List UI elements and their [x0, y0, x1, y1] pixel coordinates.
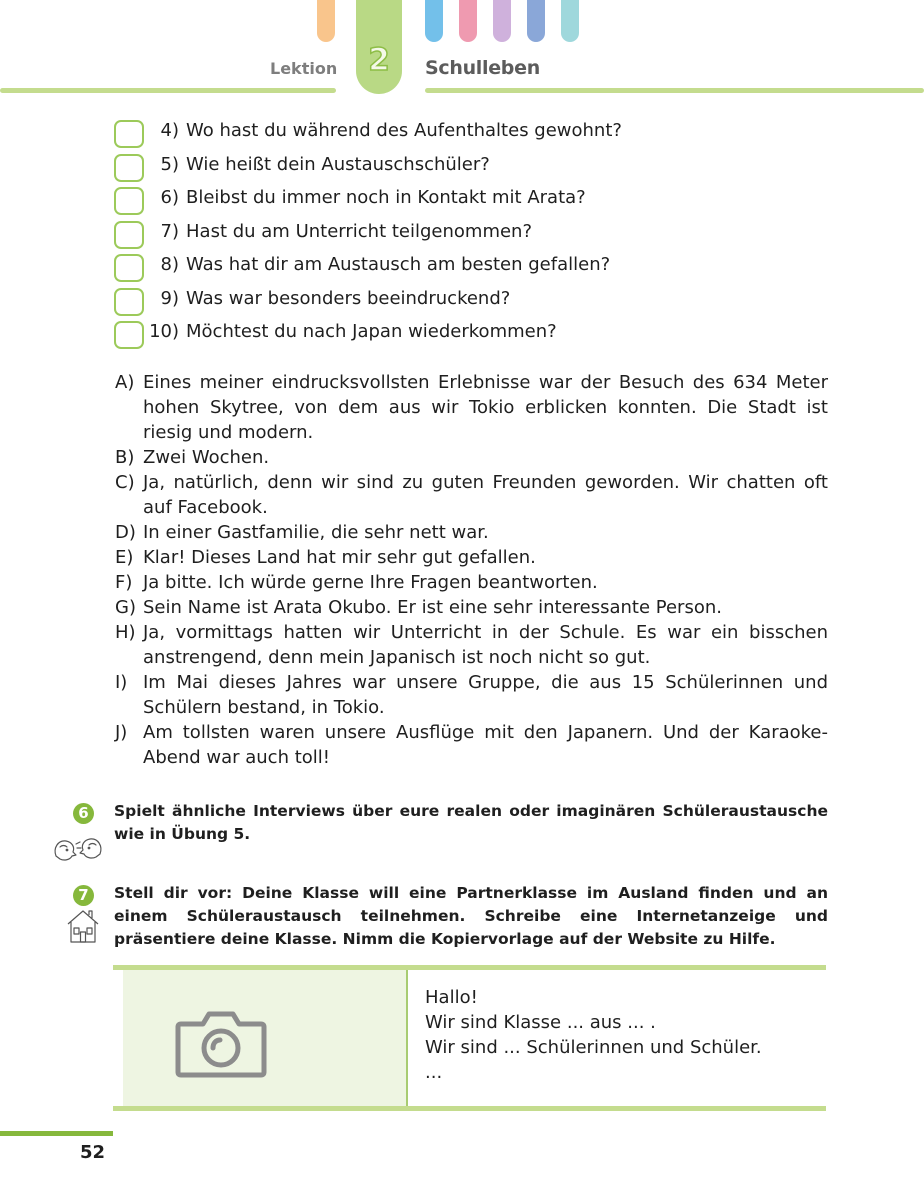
answer-item: [115, 445, 828, 470]
answer-letter: G): [115, 597, 136, 618]
question-list: [113, 116, 833, 351]
lesson-number: 2: [368, 42, 390, 78]
question-number: 7): [160, 220, 179, 242]
answer-letter: E): [115, 547, 134, 568]
question-text: Wie heißt dein Austauschschüler?: [186, 153, 490, 175]
page-number: 52: [80, 1142, 106, 1163]
house-icon: [66, 908, 100, 944]
answer-letter: I): [115, 672, 128, 693]
answer-text: Eines meiner eindrucksvollsten Erlebnisse war der Besuch des 634 Meter hohen Skytree, von dem aus wir Tokio erblicken konnten. Die Stadt ist riesig und modern.: [143, 372, 828, 443]
template-line: Wir sind ... Schülerinnen und Schüler.: [425, 1037, 762, 1058]
answer-text: Ja, vormittags hatten wir Unterricht in der Schule. Es war ein bisschen anstrengend, denn mein Japanisch ist noch nicht so gut.: [143, 622, 828, 668]
answer-letter: H): [115, 622, 136, 643]
footer-rule: [0, 1131, 113, 1136]
answer-letter: A): [115, 372, 135, 393]
photo-placeholder: [123, 970, 406, 1106]
template-rule-bottom: [113, 1106, 826, 1111]
exercise-6-number: 6: [73, 803, 94, 824]
question-number: 6): [160, 187, 179, 208]
question-text: Was war besonders beeindruckend?: [186, 287, 511, 309]
header-tab-teal: [561, 0, 579, 42]
answer-letter: D): [115, 522, 136, 543]
lesson-number-tab: [356, 0, 402, 94]
answer-checkbox[interactable]: [114, 321, 144, 349]
answer-checkbox[interactable]: [114, 120, 144, 148]
answer-text: Im Mai dieses Jahres war unsere Gruppe, die aus 15 Schülerinnen und Schülern bestand, in Tokio.: [143, 672, 828, 718]
question-text: Bleibst du immer noch in Kontakt mit Arata?: [186, 187, 586, 208]
question-number: 10): [149, 321, 179, 342]
exercise-6-instruction: Spielt ähnliche Interviews über eure realen oder imaginären Schüleraustausche wie in Übung 5.: [114, 802, 828, 843]
answer-checkbox[interactable]: [114, 254, 144, 282]
answer-item: [115, 520, 828, 545]
question-item: [113, 116, 833, 150]
question-number: 4): [160, 120, 179, 141]
exercise-7-number: 7: [73, 885, 94, 906]
answer-item: [115, 670, 828, 720]
two-speaking-heads-icon: [52, 834, 104, 864]
page-header: [0, 0, 924, 100]
answer-item: [115, 570, 828, 595]
answer-letter: C): [115, 472, 135, 493]
header-tab-pink: [459, 0, 477, 42]
question-item: [113, 250, 833, 284]
answer-item: [115, 470, 828, 520]
answer-checkbox[interactable]: [114, 288, 144, 316]
answer-list: [115, 370, 828, 770]
answer-checkbox[interactable]: [114, 187, 144, 215]
answer-item: [115, 370, 828, 445]
template-text: [425, 985, 762, 1085]
question-item: [113, 317, 833, 351]
answer-letter: F): [115, 572, 133, 593]
answer-text: Ja bitte. Ich würde gerne Ihre Fragen beantworten.: [143, 572, 598, 593]
header-tab-indigo: [527, 0, 545, 42]
question-number: 5): [160, 153, 179, 175]
answer-checkbox[interactable]: [114, 154, 144, 182]
answer-text: Ja, natürlich, denn wir sind zu guten Freunden geworden. Wir chatten oft auf Facebook.: [143, 472, 828, 518]
answer-text: Sein Name ist Arata Okubo. Er ist eine sehr interessante Person.: [143, 597, 722, 618]
header-tab-blue: [425, 0, 443, 42]
exercise-7-instruction: Stell dir vor: Deine Klasse will eine Partnerklasse im Ausland finden und an einem Schüleraustausch teilnehmen. Schreibe eine Internetanzeige und präsentiere deine Klasse. Nimm die Kopiervorlage auf der Website zu Hilfe.: [114, 884, 828, 948]
header-rule-left: [0, 88, 336, 93]
template-divider: [406, 970, 408, 1106]
answer-letter: B): [115, 447, 135, 468]
answer-item: [115, 545, 828, 570]
answer-text: Am tollsten waren unsere Ausflüge mit den Japanern. Und der Karaoke-Abend war auch toll!: [143, 722, 828, 768]
question-text: Hast du am Unterricht teilgenommen?: [186, 220, 533, 242]
answer-item: [115, 720, 828, 770]
chapter-title: Schulleben: [425, 57, 540, 79]
question-item: [113, 183, 833, 217]
answer-text: In einer Gastfamilie, die sehr nett war.: [143, 522, 489, 543]
answer-checkbox[interactable]: [114, 221, 144, 249]
question-item: [113, 284, 833, 318]
question-text: Möchtest du nach Japan wiederkommen?: [186, 321, 557, 342]
ad-template-box: [113, 965, 826, 1112]
header-tab-lilac: [493, 0, 511, 42]
answer-item: [115, 620, 828, 670]
question-number: 9): [160, 287, 179, 309]
template-line: Hallo!: [425, 987, 478, 1008]
header-tab-orange: [317, 0, 335, 42]
lektion-label: Lektion: [270, 59, 338, 78]
header-rule-right: [425, 88, 924, 93]
template-line: Wir sind Klasse ... aus ... .: [425, 1012, 656, 1033]
answer-text: Zwei Wochen.: [143, 447, 270, 468]
question-item: [113, 150, 833, 184]
answer-item: [115, 595, 828, 620]
question-item: [113, 217, 833, 251]
answer-text: Klar! Dieses Land hat mir sehr gut gefallen.: [143, 547, 536, 568]
answer-letter: J): [115, 722, 128, 743]
question-text: Was hat dir am Austausch am besten gefallen?: [186, 254, 611, 275]
template-line: ...: [425, 1062, 443, 1083]
camera-icon: [173, 1000, 269, 1080]
question-text: Wo hast du während des Aufenthaltes gewohnt?: [186, 120, 622, 141]
question-number: 8): [160, 254, 179, 275]
